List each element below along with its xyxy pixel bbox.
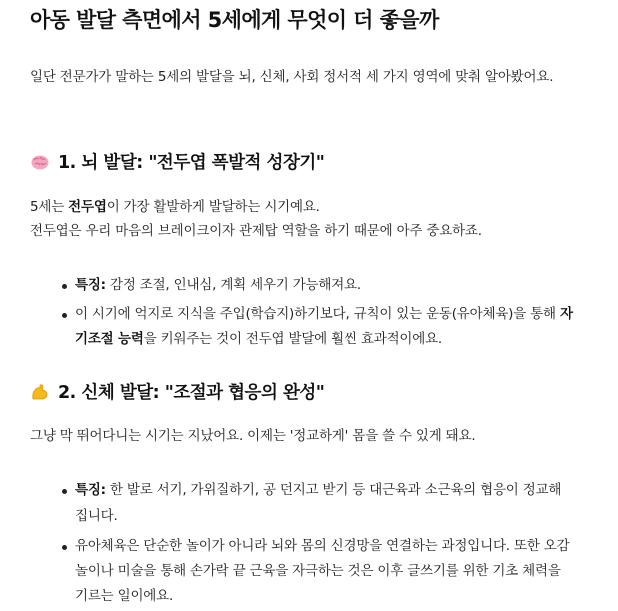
list-item: 특징: 한 발로 서기, 가위질하기, 공 던지고 받기 등 대근육과 소근육의 협응이 정교해 (75, 482, 562, 498)
list-item-continuation: 집니다. (75, 508, 118, 524)
list-item-continuation: 기르는 일이에요. (75, 588, 174, 604)
section2-paragraph1: 그냥 막 뛰어다니는 시기는 지났어요. 이제는 '정교하게' 몸을 쓸 수 있게 돼요. (30, 428, 476, 444)
section2-heading-text: 2. 신체 발달: "조절과 협응의 완성" (58, 383, 325, 403)
section2-heading (30, 379, 324, 404)
bullet-dot (62, 489, 67, 494)
flexed-biceps-icon (30, 382, 50, 402)
section1-paragraph2: 전두엽은 우리 마음의 브레이크이자 관제탑 역할을 하기 때문에 아주 중요하죠. (30, 223, 482, 239)
list-item-continuation: 기조절 능력을 키워주는 것이 전두엽 발달에 훨씬 효과적이에요. (75, 331, 443, 347)
page-title: 아동 발달 측면에서 5세에게 무엇이 더 좋을까 (30, 8, 439, 32)
bullet-dot (62, 545, 67, 550)
section1-paragraph1: 5세는 전두엽이 가장 활발하게 발달하는 시기예요. (30, 199, 320, 215)
section1-heading-text: 1. 뇌 발달: "전두엽 폭발적 성장기" (58, 153, 325, 173)
brain-icon (30, 152, 50, 172)
bullet-dot (62, 313, 67, 318)
bullet-dot (62, 284, 67, 289)
list-item: 이 시기에 억지로 지식을 주입(학습지)하기보다, 규칙이 있는 운동(유아체육)을 통해 자 (75, 306, 573, 322)
list-item-continuation: 놀이나 미술을 통해 손가락 끝 근육을 자극하는 것은 이후 글쓰기를 위한 기초 체력을 (75, 563, 561, 579)
bold-term: 전두엽 (68, 199, 107, 215)
intro-paragraph: 일단 전문가가 말하는 5세의 발달을 뇌, 신체, 사회 정서적 세 가지 영역에 맞춰 알아봤어요. (30, 69, 554, 85)
list-item: 유아체육은 단순한 놀이가 아니라 뇌와 몸의 신경망을 연결하는 과정입니다. 또한 오감 (75, 538, 570, 554)
list-item: 특징: 감정 조절, 인내심, 계획 세우기 가능해져요. (75, 277, 362, 293)
section1-heading (30, 149, 324, 174)
